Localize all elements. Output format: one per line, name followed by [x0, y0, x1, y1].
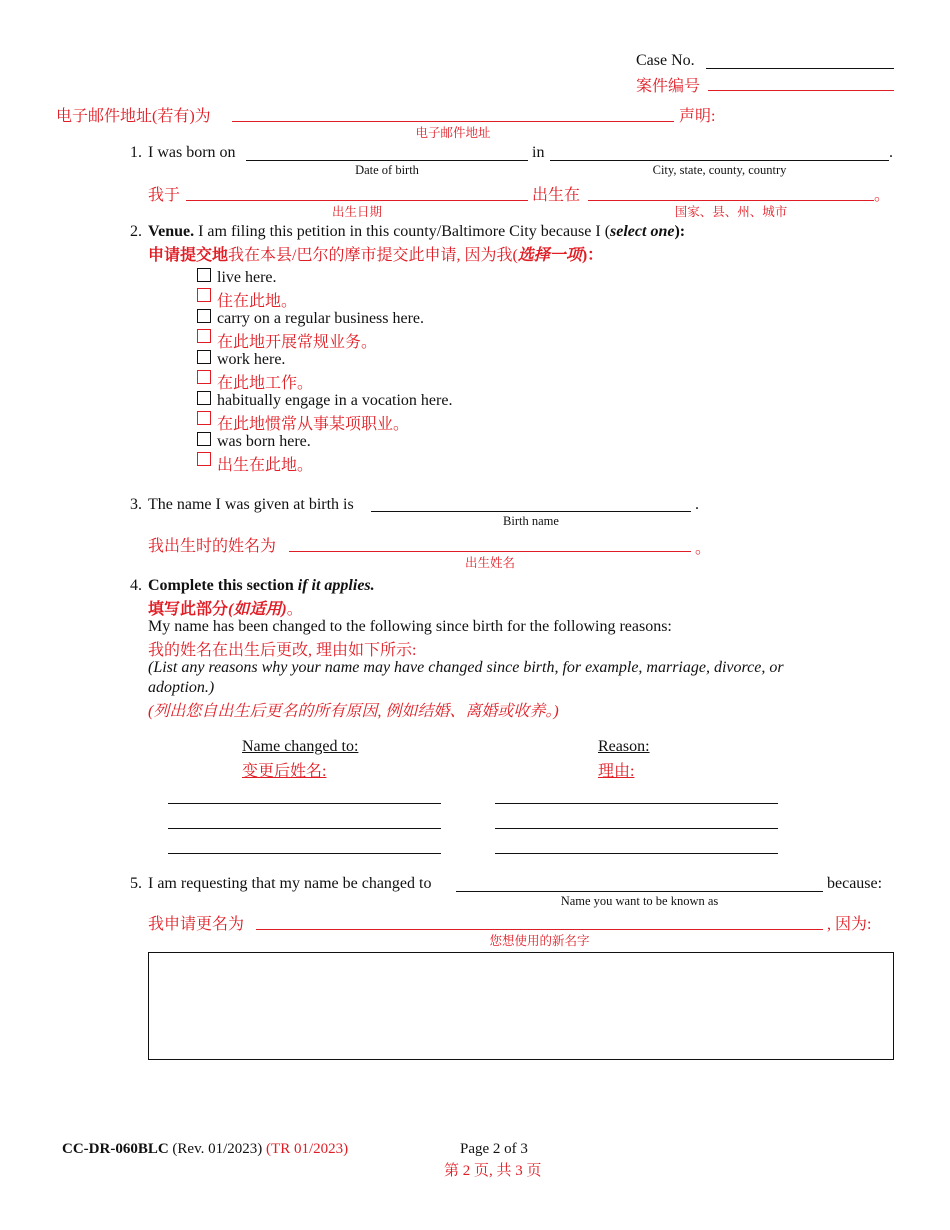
new-name-field-zh[interactable]	[256, 929, 823, 930]
item5-zh-because: , 因为:	[827, 916, 872, 933]
reason-field-1[interactable]	[495, 803, 778, 804]
item1-text: I was born on	[148, 144, 236, 161]
item1-zh-mid: 出生在	[532, 187, 581, 204]
item5-zh-text: 我申请更名为	[148, 916, 245, 933]
option-live-here: live here.	[217, 269, 277, 286]
venue-text-end: ):	[674, 223, 686, 240]
col-name-header-zh: 变更后姓名:	[242, 763, 327, 780]
reason-field-3[interactable]	[495, 853, 778, 854]
select-one-zh: 选择一项	[517, 247, 582, 264]
name-changed-field-1[interactable]	[168, 803, 441, 804]
born-here-checkbox-zh[interactable]	[197, 452, 211, 466]
business-here-checkbox[interactable]	[197, 309, 211, 323]
birthplace-caption-zh: 国家、县、州、城市	[674, 205, 788, 219]
item3-zh-text: 我出生时的姓名为	[148, 538, 277, 555]
born-here-checkbox[interactable]	[197, 432, 211, 446]
vocation-here-checkbox-zh[interactable]	[197, 411, 211, 425]
business-here-checkbox-zh[interactable]	[197, 329, 211, 343]
live-here-checkbox[interactable]	[197, 268, 211, 282]
item3-end: .	[695, 496, 699, 513]
item4-hint2: adoption.)	[148, 679, 215, 696]
form-tr: (TR 01/2023)	[266, 1141, 349, 1157]
birth-name-field-zh[interactable]	[289, 551, 691, 552]
case-no-field-zh[interactable]	[708, 90, 894, 91]
reason-textbox[interactable]	[148, 952, 894, 1060]
option-business-here: carry on a regular business here.	[217, 310, 425, 327]
item4-title	[148, 577, 375, 595]
option-born-here-zh: 出生在此地。	[217, 457, 314, 474]
email-suffix-zh: 声明:	[679, 108, 716, 125]
footer-form-id-line	[62, 1141, 348, 1158]
form-id: CC-DR-060BLC	[62, 1141, 169, 1157]
birthplace-field-zh[interactable]	[588, 200, 874, 201]
item4-line1-zh: 我的姓名在出生后更改, 理由如下所示:	[148, 642, 417, 659]
name-changed-field-2[interactable]	[168, 828, 441, 829]
venue-text-zh: 我在本县/巴尔的摩市提交此申请, 因为我(	[228, 247, 518, 264]
email-field[interactable]	[232, 121, 674, 122]
item4-hint1: (List any reasons why your name may have changed since birth, for example, marriage, divorce, or	[148, 659, 784, 676]
option-business-here-zh: 在此地开展常规业务。	[217, 334, 378, 351]
item1-zh-prefix: 我于	[148, 187, 181, 204]
case-no-label-zh: 案件编号	[636, 78, 701, 95]
vocation-here-checkbox[interactable]	[197, 391, 211, 405]
item4-line1: My name has been changed to the following since birth for the following reasons:	[148, 618, 672, 635]
dob-field[interactable]	[246, 160, 528, 161]
item1-in: in	[532, 144, 545, 161]
item5-number: 5.	[130, 875, 142, 892]
page-number: Page 2 of 3	[460, 1141, 528, 1157]
dob-field-zh[interactable]	[186, 200, 528, 201]
live-here-checkbox-zh[interactable]	[197, 288, 211, 302]
venue-text: I am filing this petition in this county/Baltimore City because I (	[194, 223, 611, 240]
col-reason-header: Reason:	[598, 738, 650, 755]
option-vocation-here: habitually engage in a vocation here.	[217, 392, 453, 409]
item4-hint-zh: (列出您自出生后更名的所有原因, 例如结婚、离婚或收养。)	[148, 703, 559, 720]
option-work-here-zh: 在此地工作。	[217, 375, 314, 392]
option-live-here-zh: 住在此地。	[217, 293, 298, 310]
dob-caption: Date of birth	[355, 163, 419, 177]
item4-number: 4.	[130, 577, 142, 594]
new-name-caption-zh: 您想使用的新名字	[489, 934, 590, 948]
item3-text: The name I was given at birth is	[148, 496, 354, 513]
item4-title-bold: Complete this section	[148, 577, 298, 594]
option-vocation-here-zh: 在此地惯常从事某项职业。	[217, 416, 410, 433]
item5-text: I am requesting that my name be changed to	[148, 875, 432, 892]
item4-title-italic: if it applies.	[297, 577, 375, 594]
birth-name-caption: Birth name	[503, 514, 559, 528]
option-born-here: was born here.	[217, 433, 311, 450]
birthplace-field[interactable]	[550, 160, 889, 161]
col-name-header: Name changed to:	[242, 738, 359, 755]
email-caption-zh: 电子邮件地址	[415, 126, 491, 140]
item4-title-zh	[148, 596, 303, 619]
venue-label: Venue.	[148, 223, 195, 240]
item4-title-zh-bold: 填写此部分	[148, 601, 229, 618]
item2-number: 2.	[130, 223, 142, 240]
email-prefix-zh: 电子邮件地址(若有)为	[56, 108, 211, 125]
select-one: select one	[610, 223, 675, 240]
item4-title-zh-end: 。	[286, 601, 303, 618]
form-rev: (Rev. 01/2023)	[172, 1141, 263, 1157]
item3-zh-end: 。	[695, 540, 712, 557]
item3-number: 3.	[130, 496, 142, 513]
case-no-field[interactable]	[706, 68, 894, 69]
new-name-caption: Name you want to be known as	[560, 894, 719, 908]
birth-name-caption-zh: 出生姓名	[464, 556, 515, 570]
page-number-zh: 第 2 页, 共 3 页	[444, 1163, 542, 1179]
birth-name-field[interactable]	[371, 511, 691, 512]
work-here-checkbox-zh[interactable]	[197, 370, 211, 384]
item2-zh-line	[148, 242, 603, 265]
new-name-field[interactable]	[456, 891, 823, 892]
item5-because: because:	[827, 875, 883, 892]
item1-end: .	[889, 144, 893, 161]
venue-label-zh: 申请提交地	[148, 247, 229, 264]
item1-number: 1.	[130, 144, 142, 161]
name-changed-field-3[interactable]	[168, 853, 441, 854]
col-reason-header-zh: 理由:	[598, 763, 635, 780]
item4-title-zh-italic: (如适用)	[228, 601, 287, 618]
item2-text-line	[148, 223, 685, 241]
option-work-here: work here.	[217, 351, 286, 368]
work-here-checkbox[interactable]	[197, 350, 211, 364]
dob-caption-zh: 出生日期	[331, 205, 382, 219]
reason-field-2[interactable]	[495, 828, 778, 829]
birthplace-caption: City, state, county, country	[652, 163, 787, 177]
item1-zh-end: 。	[874, 187, 891, 204]
case-no-label: Case No.	[636, 52, 695, 69]
venue-end-zh: )：	[581, 247, 604, 264]
